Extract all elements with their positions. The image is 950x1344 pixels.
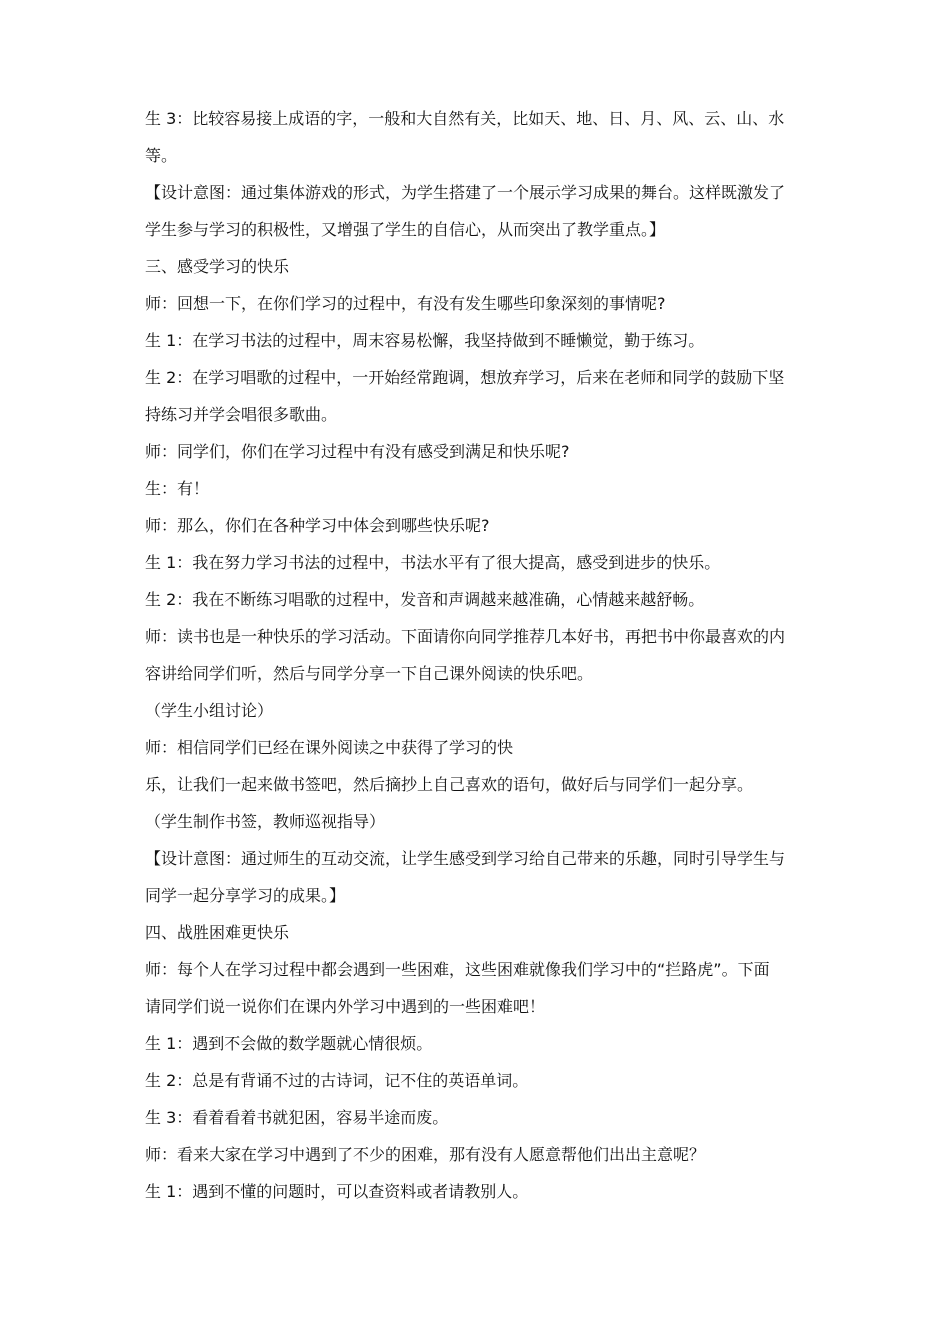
text-line: 学生参与学习的积极性，又增强了学生的自信心，从而突出了教学重点。】: [145, 220, 666, 239]
text-line: 生 1：遇到不会做的数学题就心情很烦。: [145, 1034, 433, 1053]
text-line: 持练习并学会唱很多歌曲。: [145, 405, 338, 424]
text-line: 容讲给同学们听，然后与同学分享一下自己课外阅读的快乐吧。: [145, 664, 594, 683]
document-page: [145, 100, 813, 1210]
text-line: 师：看来大家在学习中遇到了不少的困难，那有没有人愿意帮他们出出主意呢？: [145, 1145, 706, 1164]
text-line: （学生小组讨论）: [145, 701, 274, 720]
text-line: 生 3：比较容易接上成语的字，一般和大自然有关，比如天、地、日、月、风、云、山、水: [145, 109, 785, 128]
text-line: 生 2：我在不断练习唱歌的过程中，发音和声调越来越准确，心情越来越舒畅。: [145, 590, 705, 609]
text-line: （学生制作书签，教师巡视指导）: [145, 812, 386, 831]
text-line: 生 1：在学习书法的过程中，周末容易松懈，我坚持做到不睡懒觉，勤于练习。: [145, 331, 705, 350]
text-line: 师：回想一下，在你们学习的过程中，有没有发生哪些印象深刻的事情呢?: [145, 294, 666, 313]
text-line: 师：每个人在学习过程中都会遇到一些困难，这些困难就像我们学习中的“拦路虎”。下面: [145, 960, 770, 979]
section-heading: 四、战胜困难更快乐: [145, 923, 290, 942]
text-line: 生 3：看着看着书就犯困，容易半途而废。: [145, 1108, 449, 1127]
text-line: 生 1：遇到不懂的问题时，可以查资料或者请教别人。: [145, 1182, 529, 1201]
text-line: 生：有！: [145, 479, 210, 498]
text-line: 同学一起分享学习的成果。】: [145, 886, 346, 905]
text-line: 生 2：总是有背诵不过的古诗词，记不住的英语单词。: [145, 1071, 529, 1090]
text-line: 生 1：我在努力学习书法的过程中，书法水平有了很大提高，感受到进步的快乐。: [145, 553, 721, 572]
text-line: 师：读书也是一种快乐的学习活动。下面请你向同学推荐几本好书，再把书中你最喜欢的内: [145, 627, 786, 646]
text-line: 乐，让我们一起来做书签吧，然后摘抄上自己喜欢的语句，做好后与同学们一起分享。: [145, 775, 754, 794]
text-line: 【设计意图：通过集体游戏的形式，为学生搭建了一个展示学习成果的舞台。这样既激发了: [145, 183, 786, 202]
text-line: 师：同学们，你们在学习过程中有没有感受到满足和快乐呢?: [145, 442, 570, 461]
section-heading: 三、感受学习的快乐: [145, 257, 290, 276]
text-line: 师：那么，你们在各种学习中体会到哪些快乐呢?: [145, 516, 490, 535]
text-line: 师：相信同学们已经在课外阅读之中获得了学习的快: [145, 738, 514, 757]
text-line: 【设计意图：通过师生的互动交流，让学生感受到学习给自己带来的乐趣，同时引导学生与: [145, 849, 786, 868]
text-line: 请同学们说一说你们在课内外学习中遇到的一些困难吧！: [145, 997, 546, 1016]
document-body: [145, 100, 813, 1210]
text-line: 生 2：在学习唱歌的过程中，一开始经常跑调，想放弃学习，后来在老师和同学的鼓励下坚: [145, 368, 785, 387]
text-line: 等。: [145, 146, 178, 165]
